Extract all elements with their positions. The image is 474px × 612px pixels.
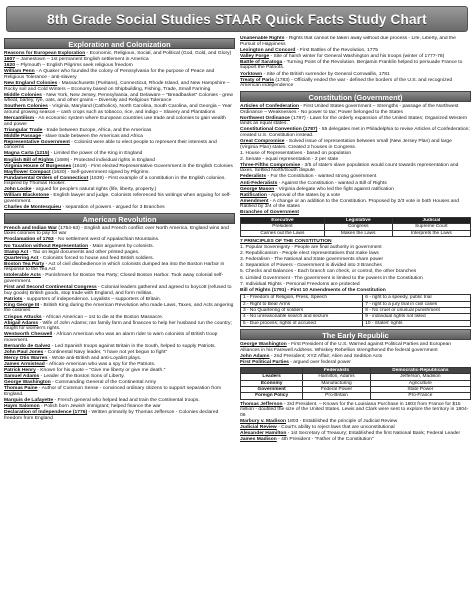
fact-term: Patrick Henry bbox=[4, 368, 36, 374]
fact-entry bbox=[4, 344, 235, 350]
fact-entry bbox=[4, 128, 235, 134]
fact-description: - African American – 1st to die at the Boston Massacre. bbox=[41, 314, 164, 320]
fact-term: Patriots bbox=[4, 296, 23, 302]
amendment-cell: 5 - Due process; rights of accused bbox=[241, 320, 363, 326]
page-title: 8th Grade Social Studies STAAR Quick Facts Study Chart bbox=[47, 11, 427, 27]
fact-entry bbox=[240, 199, 471, 210]
party-cell: Manufacturing bbox=[303, 380, 371, 386]
fact-entry bbox=[240, 425, 471, 431]
party-row-label: Leaders bbox=[241, 374, 303, 380]
fact-entry bbox=[4, 205, 235, 211]
fact-description: - First United States government – Strengths - passage of the Northwest Ordinance – Weaknesses - No power to tax; Power belonged to the States bbox=[240, 103, 459, 115]
fact-term: Federalists bbox=[240, 174, 267, 180]
fact-entry bbox=[4, 151, 235, 157]
party-row-label: Foreign Policy bbox=[241, 393, 303, 399]
party-header: Democratic-Republicans bbox=[370, 367, 470, 373]
fact-entry bbox=[240, 72, 471, 78]
branch-cell: Makes the Laws bbox=[324, 230, 392, 236]
fact-term: Anti-Federalists bbox=[240, 180, 278, 186]
party-cell: Jefferson, Madison bbox=[370, 374, 470, 380]
fact-description: - First Battles of the Revolution, 1775 bbox=[295, 47, 379, 53]
right-column bbox=[240, 36, 471, 608]
fact-entry bbox=[4, 140, 235, 151]
principle-item: 7. Individual Rights - Personal Freedoms are protected bbox=[240, 281, 360, 287]
fact-term: Branches of Government bbox=[240, 210, 299, 216]
fact-entry bbox=[240, 157, 471, 163]
fact-entry bbox=[240, 210, 471, 216]
fact-description: - supporters of independence. Loyalists – supporters of Britain. bbox=[22, 296, 161, 302]
fact-entry bbox=[240, 419, 471, 425]
fact-entry bbox=[4, 170, 235, 176]
amendment-cell: 4 - No unreasonable search and seizure bbox=[241, 314, 363, 320]
fact-description: - Continental Navy leader, "I have not yet begun to fight" bbox=[43, 350, 168, 355]
amendment-cell: 6 - right to a speedy, public trial bbox=[363, 295, 471, 301]
fact-description: - Rights that cannot be taken away without due process - Life, Liberty, and the Pursuit of Happiness bbox=[240, 36, 456, 47]
fact-entry bbox=[4, 176, 235, 187]
fact-term: Valley Forge bbox=[240, 53, 270, 59]
fact-entry bbox=[4, 250, 235, 256]
fact-term: Mayflower Compact bbox=[4, 169, 51, 175]
fact-entry bbox=[4, 398, 235, 404]
principle-item: 3. Federalism - The National and State governments share power bbox=[240, 257, 384, 263]
fact-description: - A change or an addition to the Constitution. Proposed by 2/3 vote in both Houses and Ratified by 3/4 of the states bbox=[240, 198, 460, 210]
branch-cell: Carries out the Laws bbox=[241, 230, 325, 236]
fact-term: Marbury v. Madison bbox=[240, 419, 286, 425]
fact-term: 1607 bbox=[4, 57, 15, 63]
fact-description: - 1st Secretary of Treasury; Established the first National Bank; Federal Leader bbox=[286, 431, 461, 437]
fact-term: Triangular Trade bbox=[4, 127, 43, 133]
fact-description: - Virginia, Maryland (Catholics), North Carolina, South Carolina, and Georgia – Year around growing season – cash crops such as tobacco, rice, and indigo – Slavery and Plantations bbox=[4, 104, 232, 115]
amendment-cell: 3 - No Quartering of soldiers bbox=[241, 308, 363, 314]
amendment-cell: 10 - States' rights bbox=[363, 320, 471, 326]
revolution-list bbox=[4, 226, 235, 422]
fact-term: New England Colonies bbox=[4, 80, 58, 86]
fact-term: William Blackstone bbox=[4, 193, 49, 199]
branch-cell: President bbox=[241, 224, 325, 230]
fact-term: First Political Parties bbox=[240, 360, 289, 366]
fact-description: 2. Senate - equal representation - 2 per state bbox=[240, 156, 339, 162]
fact-term: Crispus Attucks bbox=[4, 314, 42, 320]
fact-term: Wentworth Cheswell bbox=[4, 332, 53, 338]
fact-term: Lexington and Concord bbox=[240, 47, 296, 53]
fact-term: John Locke bbox=[4, 187, 32, 193]
fact-term: Judicial Review bbox=[240, 425, 277, 431]
fact-entry bbox=[240, 78, 471, 89]
branch-cell: Interprets the Laws bbox=[392, 230, 470, 236]
fact-term: Mercy Otis Warren bbox=[4, 356, 48, 362]
party-row-label: Economy bbox=[241, 380, 303, 386]
fact-description: - For the Constitution - wanted strong government bbox=[266, 174, 377, 180]
fact-term: No Taxation without Representation bbox=[4, 243, 89, 249]
fact-entry bbox=[240, 431, 471, 437]
fact-entry bbox=[4, 57, 235, 63]
fact-entry bbox=[4, 386, 235, 397]
fact-description: - English lawyer and judge. Colonists referenced his writings when arguing for self-government. bbox=[4, 193, 231, 205]
fact-description: - Massachusetts (Puritans), Connecticut, Rhode Island, and New Hampshire – Rocky soil and Cold Winters – Economy based on Shipbuilding, Fishing, Trade, Small Farming bbox=[4, 80, 230, 92]
bill-of-rights-title: Bill of Rights (1791) - First 10 Amendments of the Constitution bbox=[240, 287, 386, 293]
fact-description: - Limited the power of the King in England bbox=[49, 151, 143, 157]
fact-term: Middle Passage bbox=[4, 133, 42, 139]
branches-table bbox=[240, 217, 471, 237]
fact-term: Battle of Saratoga bbox=[240, 59, 283, 65]
fact-description: - New York, New Jersey, Pennsylvania, and Delaware – "Breadbasket" Colonies - grew wheat, barley, rye, oats, and other grains – Diversity and Religious Tolerance bbox=[4, 92, 233, 104]
branch-cell: Supreme Court bbox=[392, 224, 470, 230]
fact-description: - First President of the U.S. Warned against Political Parties and European Alliances in his Farewell Address. Whiskey Rebellion strengthened the federal government bbox=[240, 342, 451, 353]
fact-term: Thomas Paine bbox=[4, 386, 38, 392]
principles-title: 7 PRINCIPLES OF THE CONSTITUTION bbox=[240, 239, 332, 245]
fact-description: (1754-63) - English and French conflict over North America. England wins and taxes colonies to pay for war bbox=[4, 225, 229, 237]
fact-entry bbox=[4, 116, 235, 127]
fact-description: - Approval of the states by a vote bbox=[266, 192, 341, 198]
fact-term: Articles of Confederation bbox=[240, 103, 299, 109]
fact-entry bbox=[4, 356, 235, 362]
fact-description: - slave trade between the Americas and Africa bbox=[41, 133, 143, 139]
fact-entry bbox=[240, 104, 471, 115]
fact-term: Reasons for European Exploration bbox=[4, 51, 86, 56]
fact-description: - 2nd President; XYZ Affair; Alien and Sedition Acts bbox=[269, 354, 383, 359]
fact-term: Northwest Ordinance bbox=[240, 115, 290, 121]
fact-term: Southern Colonies bbox=[4, 104, 48, 110]
fact-entry bbox=[4, 362, 235, 368]
fact-entry bbox=[4, 226, 235, 237]
fact-entry bbox=[4, 158, 235, 164]
fact-entry bbox=[4, 193, 235, 204]
fact-term: James Madison bbox=[240, 437, 277, 443]
fact-description: - argued over federal power bbox=[288, 360, 351, 366]
fact-description: - Commanding General of the Continental Army bbox=[50, 380, 157, 386]
amendment-cell: 9 - individual rights not listed bbox=[363, 314, 471, 320]
fact-description: (1619) - First elected Representative Government in the English Colonies bbox=[71, 163, 233, 169]
fact-description: – Plymouth – English Pilgrims seek religious freedom bbox=[14, 63, 133, 69]
fact-entry bbox=[4, 374, 235, 380]
fact-term: French and Indian War bbox=[4, 225, 58, 231]
fact-description: - African American who was an alarm rider to warn colonists of British troop movement. bbox=[4, 332, 218, 343]
fact-description: - Polish born Jewish immigrant; helped finance the war bbox=[39, 404, 161, 410]
principles-list bbox=[240, 245, 471, 287]
fact-term: Thomas Jefferson bbox=[240, 401, 283, 407]
fact-term: King George III bbox=[4, 302, 40, 308]
fact-term: Constitutional Convention (1787) bbox=[240, 127, 318, 133]
fact-term: Intolerable Acts bbox=[4, 273, 41, 279]
fact-description: - British King during the American Revolution who made Laws, Taxes, and Acts angering the colonies bbox=[4, 302, 234, 314]
fact-term: Alexander Hamilton bbox=[240, 431, 287, 437]
fact-entry bbox=[240, 187, 471, 193]
fact-term: English Bill of Rights bbox=[4, 157, 54, 163]
fact-entry bbox=[240, 116, 471, 127]
fact-entry bbox=[4, 410, 235, 421]
fact-description: - Economic, Religious, Social, and Political (God, Gold, and Glory) bbox=[85, 51, 232, 56]
fact-entry bbox=[4, 244, 235, 250]
fact-entry bbox=[4, 134, 235, 140]
fact-entry bbox=[4, 297, 235, 303]
party-cell: Agriculture bbox=[370, 380, 470, 386]
fact-entry bbox=[4, 51, 235, 57]
amendment-cell: 8 - No cruel or unusual punishment bbox=[363, 308, 471, 314]
fact-description: - Main argument by colonists. bbox=[88, 243, 154, 249]
fact-entry bbox=[4, 69, 235, 80]
fact-entry bbox=[4, 404, 235, 410]
fact-term: Treaty of Paris bbox=[240, 77, 275, 83]
fact-entry bbox=[4, 350, 235, 356]
fact-entry bbox=[4, 104, 235, 115]
fact-term: Mercantilism bbox=[4, 115, 35, 121]
amendment-cell: 2 - Right to Bear Arms bbox=[241, 301, 363, 307]
fact-description: - Author of Common Sense - convinced ordinary citizens to support separation from England. bbox=[4, 386, 222, 397]
fact-entry bbox=[240, 36, 471, 47]
fact-entry bbox=[4, 93, 235, 104]
fact-entry bbox=[4, 63, 235, 69]
fact-term: James Armistead bbox=[4, 362, 45, 368]
fact-term: Haym Salomon bbox=[4, 404, 40, 410]
fact-description: - Known for his quote – "Give me liberty or give me death." bbox=[35, 368, 166, 374]
principle-item: 2. Republicanism - People elect representatives that make laws bbox=[240, 251, 379, 257]
fact-entry bbox=[240, 342, 471, 353]
section-header-revolution: American Revolution bbox=[4, 213, 235, 224]
fact-entry bbox=[4, 368, 235, 374]
fact-term: Proclamation of 1763 bbox=[4, 237, 54, 243]
fact-entry bbox=[240, 139, 471, 150]
fact-description: - Turning Point of the Revolution. Benjamin Franklin helped to persuade France to support the Patriots. bbox=[240, 59, 463, 71]
fact-description: - French general who helped lead and train the Continental troops. bbox=[53, 397, 200, 403]
fact-description: - Act of civil disobedience in which colonists dumped tea into the Boston Harbor in response to the Tea Act bbox=[4, 261, 225, 273]
principle-item: 4. Separation of Powers - Government is divided into 3 Branches bbox=[240, 263, 382, 269]
fact-description: - Colonial leaders gathered and agreed to boycott (refused to buy goods) British goods, stop trade with England, and form militias. bbox=[4, 285, 232, 296]
fact-entry bbox=[240, 181, 471, 187]
fact-term: Amendment bbox=[240, 198, 269, 204]
fact-term: Charles de Montesquieu bbox=[4, 205, 62, 211]
fact-term: Fundamental Orders of Connecticut bbox=[4, 175, 89, 181]
fact-term: George Washington bbox=[4, 380, 51, 386]
fact-description: - Written primarily by Thomas Jefferson - Colonies declared freedom from England bbox=[4, 410, 219, 421]
principle-item: 6. Limited Government - The government is limited to the powers in the Constitution bbox=[240, 275, 423, 281]
party-cell: Federal Power bbox=[303, 386, 371, 392]
left-column bbox=[4, 36, 235, 608]
fact-entry bbox=[4, 164, 235, 170]
fact-term: Abigail Adams bbox=[4, 320, 39, 326]
fact-entry bbox=[4, 321, 235, 332]
party-row-label: Government bbox=[241, 386, 303, 392]
fact-description: (1620) - Self-government signed by Pilgrims. bbox=[50, 169, 150, 175]
party-cell: Hamilton, Adams bbox=[303, 374, 371, 380]
fact-term: Marquis de Lafayette bbox=[4, 397, 54, 403]
section-header-early-republic: The Early Republic bbox=[240, 329, 471, 340]
fact-description: - 4th President - "Father of the Constitution" bbox=[276, 437, 374, 443]
fact-term: Ratification bbox=[240, 192, 267, 198]
revolution-continued-list bbox=[240, 36, 471, 89]
fact-entry bbox=[240, 48, 471, 54]
fact-term: Representative Government bbox=[4, 139, 70, 145]
fact-description: 1. House of Representatives - based on population bbox=[240, 150, 352, 156]
fact-description: - African-American who was a spy for the Patriots. bbox=[44, 362, 156, 368]
party-cell: Pro-France bbox=[370, 393, 470, 399]
fact-description: 1803 - Established the principle of Judicial Review bbox=[286, 419, 398, 425]
fact-term: John Adams bbox=[240, 354, 270, 359]
fact-description: - 55 delegates met in Philadelphia to revise Articles of Confederation; created U.S. Constitution instead. bbox=[240, 127, 470, 138]
fact-description: - Led Spanish troops against Britain in the South, helped to supply Patriots. bbox=[50, 343, 216, 349]
principle-item: 5. Checks and Balances - Each branch can check, or control, the other branches bbox=[240, 269, 417, 275]
section-header-constitution: Constitution (Government) bbox=[240, 91, 471, 102]
fact-term: Boston Tea Party bbox=[4, 261, 45, 267]
fact-term: Middle Colonies bbox=[4, 92, 42, 98]
fact-entry bbox=[240, 174, 471, 180]
constitution-list bbox=[240, 104, 471, 216]
fact-description: – Jamestown – 1st permanent English settlement in America bbox=[14, 57, 149, 63]
fact-description: - 3rd President. – Known for the Louisiana Purchase in 1803 from France for $15 million - doubled the size of the United States. Lewis and Clark were sent to explore the territory in 1804-06 bbox=[240, 401, 469, 419]
fact-description: - Tax on legal documents and other printed pages. bbox=[28, 249, 140, 255]
fact-term: Unalienable Rights bbox=[240, 36, 285, 41]
fact-term: William Penn bbox=[4, 69, 35, 75]
fact-term: Great Compromise bbox=[240, 138, 285, 144]
fact-description: - An economic system where European countries use trade and colonies to gain wealth and power bbox=[4, 115, 226, 127]
party-header: Federalists bbox=[303, 367, 371, 373]
political-parties-table bbox=[240, 367, 471, 400]
bill-of-rights-table bbox=[240, 294, 471, 327]
fact-description: - Leader of the Boston Sons of Liberty. bbox=[39, 374, 125, 380]
fact-term: John Paul Jones bbox=[4, 350, 44, 355]
fact-entry bbox=[4, 237, 235, 243]
fact-description: (1689) - Protected individual rights in England bbox=[53, 157, 155, 163]
fact-entry bbox=[4, 262, 235, 273]
fact-description: - Solved issue of representation between small (New Jersey Plan) and large (Virginia Plan) states. Created 2 houses in Congress. bbox=[240, 138, 452, 150]
fact-term: Virginia House of Burgesses bbox=[4, 163, 72, 169]
fact-term: 1620 bbox=[4, 63, 15, 69]
fact-term: Stamp Act bbox=[4, 249, 29, 255]
fact-entry bbox=[4, 315, 235, 321]
fact-term: Samuel Adams bbox=[4, 374, 40, 380]
fact-description: - Against the Constitution - wanted a Bill of Rights bbox=[277, 180, 387, 186]
fact-description: - separation of powers - argued for 3 Branches bbox=[61, 205, 165, 211]
branch-header-executive: Executive bbox=[241, 218, 325, 224]
page-title-bar bbox=[6, 6, 468, 32]
early-republic-list bbox=[240, 342, 471, 365]
section-header-exploration: Exploration and Colonization bbox=[4, 38, 235, 49]
early-republic-list-2 bbox=[240, 402, 471, 443]
fact-term: Declaration of Independence (1776) bbox=[4, 410, 88, 416]
fact-description: - trade between Europe, Africa, and the Americas bbox=[42, 127, 152, 133]
fact-description: - Virginia delegate who led the fight against ratification bbox=[274, 186, 394, 192]
fact-entry bbox=[240, 127, 471, 138]
fact-entry bbox=[240, 437, 471, 443]
fact-entry bbox=[240, 354, 471, 360]
fact-entry bbox=[240, 402, 471, 419]
fact-description: - No settlement west of Appalachian Mountains. bbox=[53, 237, 160, 243]
fact-description: - Wrote anti-British and anti-Loyalist plays. bbox=[47, 356, 142, 362]
fact-description: - Colonist were able to elect people to represent their interests and concerns bbox=[4, 139, 217, 151]
fact-term: George Washington bbox=[240, 342, 287, 348]
fact-description: - Wife of John Adams; ran family farm and finances to help her husband run the country; fought for women's rights. bbox=[4, 320, 232, 332]
fact-description: - Site of harsh winter for General Washington and his troops (winter of 1777-78) bbox=[269, 53, 445, 59]
fact-entry bbox=[4, 256, 235, 262]
fact-term: Yorktown bbox=[240, 71, 263, 77]
fact-entry bbox=[240, 54, 471, 60]
fact-description: (1639) - First example of a constitution in the English colonies. Inspired by Thomas Hooker. bbox=[4, 175, 226, 187]
fact-entry bbox=[4, 273, 235, 284]
fact-term: Bernardo de Galvez bbox=[4, 343, 51, 349]
fact-entry bbox=[4, 285, 235, 296]
exploration-list bbox=[4, 51, 235, 211]
fact-term: First and Second Continental Congress bbox=[4, 285, 97, 291]
party-cell: Pro-Britain bbox=[303, 393, 371, 399]
fact-entry bbox=[4, 81, 235, 92]
fact-entry bbox=[4, 332, 235, 343]
fact-term: Three-Fifths Compromise bbox=[240, 162, 301, 168]
fact-description: (1787) - Laws for the orderly expansion of the United States; Organized Western lands as equal states. bbox=[240, 115, 468, 127]
amendment-cell: 7 - right to a jury trial in civil cases bbox=[363, 301, 471, 307]
party-cell: State Power bbox=[370, 386, 470, 392]
fact-entry bbox=[240, 193, 471, 199]
fact-term: Quartering Act bbox=[4, 255, 39, 261]
fact-description: - Site of the British surrender by General Cornwallis, 1781 bbox=[262, 71, 390, 77]
fact-description: - argued for people's natural rights (life, liberty, property.) bbox=[31, 187, 157, 193]
fact-entry bbox=[240, 163, 471, 174]
fact-entry bbox=[240, 151, 471, 157]
branch-header-judicial: Judicial bbox=[392, 218, 470, 224]
fact-term: George Mason bbox=[240, 186, 275, 192]
fact-description: - 3/5 of state's slave population would count towards representation and taxes. Settled North/South dispute bbox=[240, 162, 459, 174]
fact-term: Magna Carta (1215) bbox=[4, 151, 50, 157]
fact-entry bbox=[240, 360, 471, 366]
fact-description: - Colonists forced to house and feed British soldiers. bbox=[38, 255, 154, 261]
fact-description: - Court's ability to reject laws that are unconstitutional bbox=[276, 425, 395, 431]
fact-description: - A Quaker who founded the colony of Pennsylvania for the purpose of Peace and Religious Tolerance - anti-slavery bbox=[4, 69, 215, 80]
branch-cell: Congress bbox=[324, 224, 392, 230]
branch-header-legislative: Legislative bbox=[324, 218, 392, 224]
fact-entry bbox=[240, 60, 471, 71]
fact-entry bbox=[4, 303, 235, 314]
fact-description: - Punishment for Boston Tea Party; Closed Boston Harbor. Took away colonial self-government. bbox=[4, 273, 224, 284]
fact-description: (1783) - Officially ended the war - defined the borders of the U.S. and recognized American independence bbox=[240, 77, 453, 89]
amendment-cell: 1 - Freedom of Religion, Press, Speech bbox=[241, 295, 363, 301]
principle-item: 1. Popular Sovereignty - People are final authority in government bbox=[240, 245, 382, 251]
